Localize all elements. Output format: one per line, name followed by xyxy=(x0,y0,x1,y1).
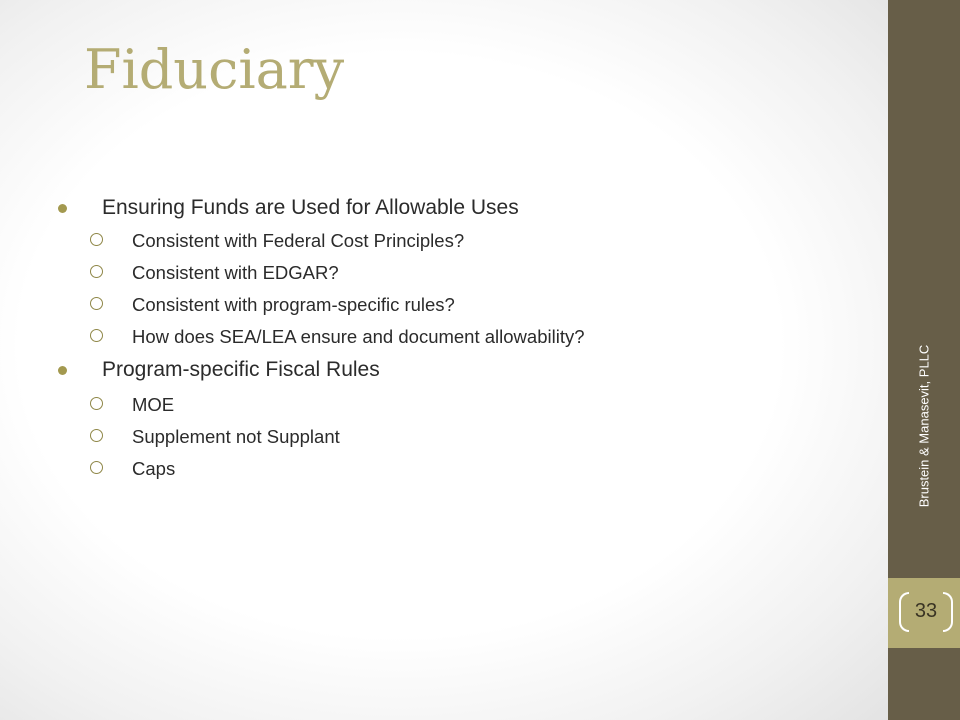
sub-bullet-text: Caps xyxy=(132,458,176,479)
circle-bullet-icon xyxy=(90,461,103,474)
footer-text: Brustein & Manasevit, PLLC xyxy=(916,344,932,508)
sub-bullet-text: How does SEA/LEA ensure and document allowability? xyxy=(132,326,585,347)
sub-bullet-text: Consistent with Federal Cost Principles? xyxy=(132,230,465,251)
slide-title: Fiduciary xyxy=(84,38,345,101)
circle-bullet-icon xyxy=(90,297,103,310)
bullet-text: Ensuring Funds are Used for Allowable Uses xyxy=(102,196,519,219)
bullet-dot-icon xyxy=(58,366,67,375)
circle-bullet-icon xyxy=(90,329,103,342)
sub-bullet-text: MOE xyxy=(132,394,175,415)
page-number: 33 xyxy=(914,600,938,622)
sub-bullet-text: Consistent with program-specific rules? xyxy=(132,294,455,315)
circle-bullet-icon xyxy=(90,397,103,410)
circle-bullet-icon xyxy=(90,429,103,442)
page-number-badge xyxy=(899,592,953,634)
circle-bullet-icon xyxy=(90,265,103,278)
bullet-text: Program-specific Fiscal Rules xyxy=(102,358,380,381)
sub-bullet-text: Consistent with EDGAR? xyxy=(132,262,339,283)
right-bracket-icon xyxy=(943,592,953,632)
sub-bullet-text: Supplement not Supplant xyxy=(132,426,340,447)
bullet-dot-icon xyxy=(58,204,67,213)
circle-bullet-icon xyxy=(90,233,103,246)
